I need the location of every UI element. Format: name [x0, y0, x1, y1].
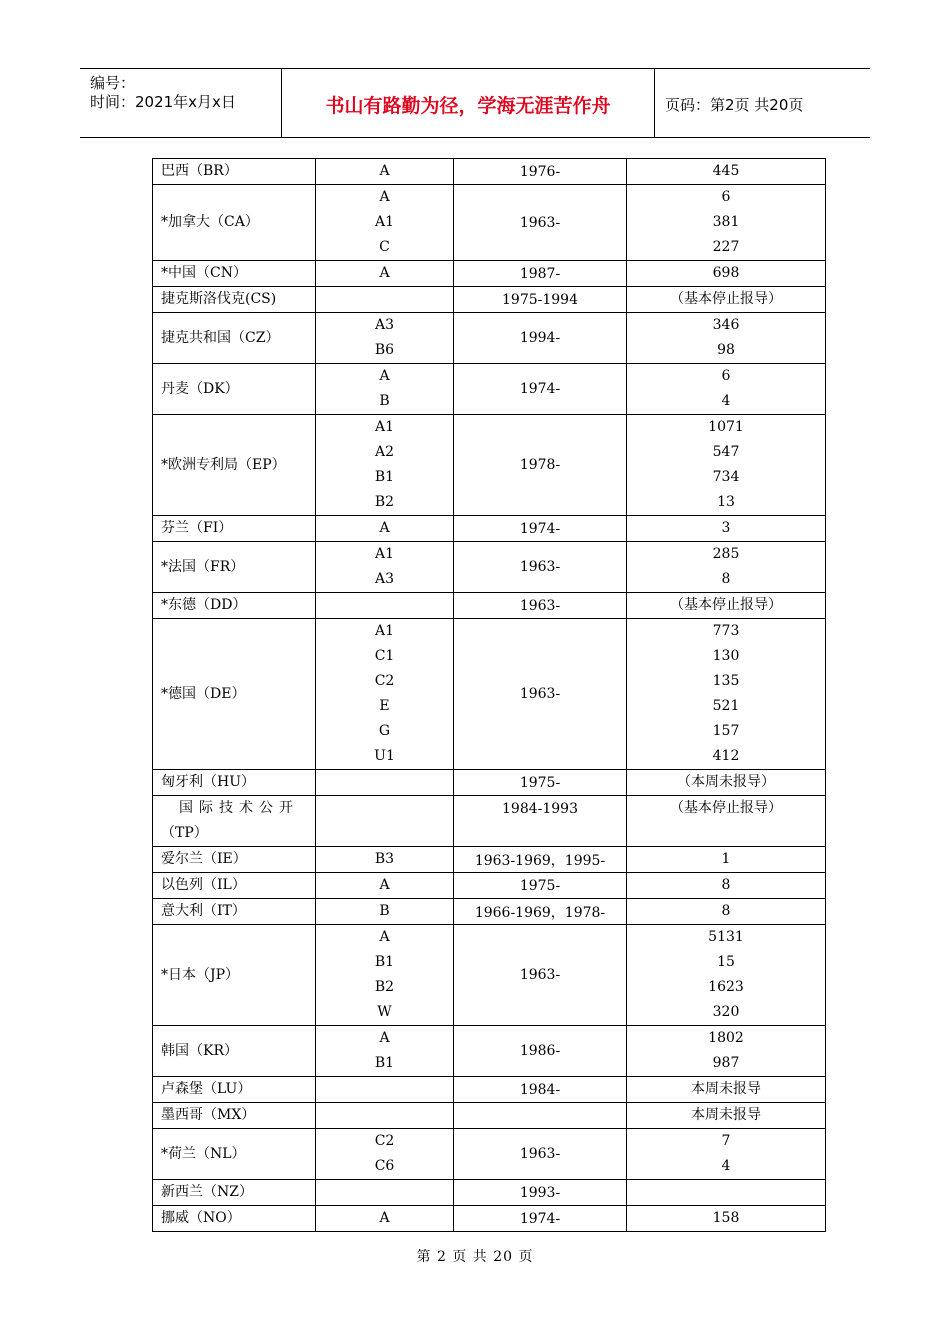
document-type-cell: [316, 1206, 454, 1232]
document-type-code: A1: [374, 419, 395, 435]
document-type-cell: [316, 516, 454, 542]
record-count: 521: [712, 698, 740, 714]
coverage-years: 1976-: [519, 163, 561, 180]
document-type-cell: [316, 593, 454, 619]
patent-country-table: [152, 158, 826, 1232]
table-row: [153, 1180, 826, 1206]
record-count-cell: [627, 796, 826, 847]
record-count: 4: [721, 393, 731, 409]
coverage-years: 1986-: [519, 1043, 561, 1059]
record-count-cell: [627, 313, 826, 364]
document-type-code: [316, 287, 453, 312]
record-count: 8: [721, 903, 731, 919]
country-cell: [153, 313, 316, 364]
record-count: 698: [712, 265, 740, 281]
record-count: 1623: [708, 979, 744, 995]
header-page-info: 页码：第2页 共20页: [665, 96, 804, 114]
record-count: 15: [717, 954, 735, 970]
country-cell: [153, 159, 316, 185]
coverage-years-cell: [454, 619, 627, 770]
table-row: [153, 415, 826, 516]
document-type-cell: [316, 1180, 454, 1206]
document-type-code: [316, 1180, 453, 1205]
document-type-code: A1: [374, 623, 395, 639]
coverage-years: 1994-: [519, 330, 561, 346]
document-type-code: U1: [374, 748, 395, 764]
document-type-code: C: [379, 239, 390, 255]
record-count-cell: [627, 873, 826, 899]
coverage-years: 1974-: [519, 520, 561, 537]
document-type-code: [316, 1077, 453, 1102]
table-row: [153, 873, 826, 899]
record-count-cell: [627, 542, 826, 593]
coverage-years: 1963-: [519, 1146, 561, 1162]
document-type-cell: [316, 847, 454, 873]
coverage-years: 1978-: [519, 457, 561, 473]
document-type-cell: [316, 364, 454, 415]
country-cell: [153, 847, 316, 873]
record-count: 987: [712, 1055, 740, 1071]
country-name: 韩国（KR）: [161, 1042, 238, 1059]
document-type-code: C2: [374, 673, 395, 689]
record-count: 547: [712, 444, 740, 460]
country-cell: [153, 542, 316, 593]
table-row: [153, 1206, 826, 1232]
record-count: 1: [721, 851, 731, 867]
country-name: 捷克斯洛伐克(CS): [161, 291, 277, 307]
coverage-years-cell: [454, 364, 627, 415]
country-code: （TP）: [161, 825, 208, 841]
country-name: *欧洲专利局（EP）: [161, 456, 286, 473]
record-count-cell: [627, 261, 826, 287]
coverage-years-cell: [454, 873, 627, 899]
country-cell: [153, 593, 316, 619]
record-count: 157: [712, 723, 740, 739]
document-type-cell: [316, 899, 454, 925]
document-type-code: A1: [374, 214, 395, 230]
document-type-cell: [316, 261, 454, 287]
country-cell: [153, 364, 316, 415]
country-name: *加拿大（CA）: [161, 214, 259, 230]
coverage-years: 1975-1994: [502, 291, 578, 308]
country-cell: [153, 1129, 316, 1180]
document-type-code: A: [379, 520, 390, 536]
header-motto-cell: [282, 69, 655, 137]
coverage-years-cell: [454, 1077, 627, 1103]
document-type-code: B: [379, 903, 390, 919]
coverage-years: 1963-: [519, 214, 561, 231]
record-count: 8: [721, 877, 731, 893]
table-row: [153, 1103, 826, 1129]
country-cell: [153, 1206, 316, 1232]
country-name: 意大利（IT）: [161, 903, 246, 919]
record-count-cell: [627, 287, 826, 313]
table-row: [153, 1129, 826, 1180]
country-cell: [153, 1026, 316, 1077]
record-count-cell: [627, 516, 826, 542]
document-type-code: W: [377, 1004, 392, 1020]
coverage-years: 1975-: [519, 774, 561, 791]
table-row: [153, 1026, 826, 1077]
country-name: 卢森堡（LU）: [161, 1081, 252, 1097]
country-cell: [153, 261, 316, 287]
record-count-cell: [627, 593, 826, 619]
table-row: [153, 1077, 826, 1103]
document-type-code: A: [379, 265, 390, 281]
record-count: 本周未报导: [691, 1081, 761, 1097]
coverage-years-cell: [454, 1206, 627, 1232]
record-count: 6: [721, 368, 731, 384]
record-count: 98: [717, 342, 735, 358]
record-count: 734: [712, 469, 740, 485]
country-name: 捷克共和国（CZ）: [161, 329, 280, 346]
coverage-years: 1974-: [519, 1210, 561, 1227]
record-count: 4: [721, 1158, 731, 1174]
country-name: 国际技术公开: [179, 800, 299, 816]
record-count-cell: [627, 1206, 826, 1232]
coverage-years: 1984-1993: [502, 801, 578, 817]
record-count: 6: [721, 189, 731, 205]
country-cell: [153, 796, 316, 847]
record-count-cell: [627, 364, 826, 415]
motto-text: 书山有路勤为径，学海无涯苦作舟: [325, 95, 611, 117]
coverage-years-cell: [454, 1026, 627, 1077]
coverage-years: 1963-1969，1995-: [474, 852, 606, 869]
coverage-years-cell: [454, 593, 627, 619]
page-footer: 第 2 页 共 20 页: [416, 1249, 534, 1265]
coverage-years: 1975-: [519, 877, 561, 894]
document-type-cell: [316, 925, 454, 1026]
country-name: 丹麦（DK）: [161, 380, 239, 397]
coverage-years: 1966-1969，1978-: [474, 904, 606, 921]
document-type-code: A: [379, 163, 390, 179]
record-count: 773: [712, 623, 740, 639]
record-count: （基本停止报导）: [670, 597, 782, 613]
document-type-code: A: [379, 189, 390, 205]
country-name: 以色列（IL）: [161, 877, 246, 893]
record-count-cell: [627, 159, 826, 185]
record-count: [627, 1180, 825, 1205]
document-type-code: B2: [374, 979, 395, 995]
coverage-years-cell: [454, 313, 627, 364]
record-count-cell: [627, 1103, 826, 1129]
document-type-code: C1: [374, 648, 395, 664]
coverage-years-cell: [454, 287, 627, 313]
document-type-cell: [316, 313, 454, 364]
document-type-cell: [316, 287, 454, 313]
record-count-cell: [627, 1180, 826, 1206]
table-row: [153, 516, 826, 542]
country-name: 墨西哥（MX）: [161, 1107, 256, 1123]
document-type-cell: [316, 1103, 454, 1129]
document-type-code: A1: [374, 546, 395, 562]
record-count: 1071: [708, 419, 744, 435]
coverage-years: 1974-: [519, 381, 561, 397]
document-type-code: [316, 1103, 453, 1128]
country-name: 新西兰（NZ）: [161, 1184, 253, 1200]
table-row: [153, 899, 826, 925]
record-count-cell: [627, 770, 826, 796]
table-row: [153, 925, 826, 1026]
record-count: （基本停止报导）: [670, 291, 782, 307]
record-count: 227: [712, 239, 740, 255]
country-name: *东德（DD）: [161, 597, 247, 613]
record-count-cell: [627, 899, 826, 925]
document-type-code: B1: [374, 1055, 395, 1071]
document-type-code: [316, 796, 453, 821]
country-cell: [153, 1077, 316, 1103]
document-type-code: [316, 770, 453, 795]
coverage-years: 1987-: [519, 265, 561, 282]
country-cell: [153, 925, 316, 1026]
record-count: [627, 821, 825, 846]
document-type-code: A3: [374, 317, 395, 333]
header-page-cell: [655, 69, 870, 137]
record-count: 381: [712, 214, 740, 230]
table-row: [153, 159, 826, 185]
document-type-code: C6: [374, 1158, 395, 1174]
table-row: [153, 796, 826, 847]
coverage-years-cell: [454, 1129, 627, 1180]
document-type-code: C2: [374, 1133, 395, 1149]
record-count: 5131: [708, 929, 744, 945]
country-name: 挪威（NO）: [161, 1210, 241, 1226]
record-count: 320: [712, 1004, 740, 1020]
table-row: [153, 847, 826, 873]
country-name: 匈牙利（HU）: [161, 774, 256, 790]
document-type-code: B1: [374, 954, 395, 970]
document-type-cell: [316, 1129, 454, 1180]
coverage-years-cell: [454, 415, 627, 516]
patent-table-body: [153, 159, 826, 1232]
document-type-code: A2: [374, 444, 395, 460]
table-row: [153, 313, 826, 364]
document-type-code: A: [379, 929, 390, 945]
coverage-years-cell: [454, 1103, 627, 1129]
document-type-code: A: [379, 877, 390, 893]
country-name: *法国（FR）: [161, 558, 245, 575]
document-type-code: B1: [374, 469, 395, 485]
coverage-years-cell: [454, 796, 627, 847]
document-number-label: 编号：: [90, 74, 136, 92]
coverage-years-cell: [454, 1180, 627, 1206]
table-row: [153, 364, 826, 415]
coverage-years: 1963-: [519, 597, 561, 614]
record-count-cell: [627, 619, 826, 770]
table-row: [153, 619, 826, 770]
record-count: 130: [712, 648, 740, 664]
coverage-years-cell: [454, 261, 627, 287]
page-header: [80, 68, 870, 138]
document-type-code: E: [379, 698, 390, 714]
record-count: 13: [717, 494, 735, 510]
coverage-years: 1984-: [519, 1081, 561, 1098]
document-type-code: B2: [374, 494, 395, 510]
record-count: （基本停止报导）: [670, 800, 782, 816]
document-type-code: B: [379, 393, 390, 409]
record-count: 7: [721, 1133, 731, 1149]
document-type-cell: [316, 1026, 454, 1077]
coverage-years-cell: [454, 159, 627, 185]
country-name: *德国（DE）: [161, 685, 246, 702]
document-type-code: [316, 821, 453, 846]
record-count: 1802: [708, 1030, 744, 1046]
document-type-cell: [316, 185, 454, 261]
document-type-cell: [316, 873, 454, 899]
table-row: [153, 261, 826, 287]
record-count-cell: [627, 925, 826, 1026]
record-count: 135: [712, 673, 740, 689]
country-name: 巴西（BR）: [161, 163, 238, 179]
document-type-code: A: [379, 1030, 390, 1046]
coverage-years: 1963-: [519, 967, 561, 983]
table-row: [153, 542, 826, 593]
coverage-years: 1993-: [519, 1184, 561, 1201]
table-row: [153, 770, 826, 796]
coverage-years-cell: [454, 925, 627, 1026]
record-count: 158: [712, 1210, 740, 1226]
document-type-cell: [316, 619, 454, 770]
header-meta-cell: [80, 69, 282, 137]
document-type-code: A: [379, 368, 390, 384]
record-count-cell: [627, 1026, 826, 1077]
coverage-years-cell: [454, 899, 627, 925]
document-time-label: 时间：2021年x月x日: [90, 93, 236, 111]
record-count-cell: [627, 1129, 826, 1180]
table-row: [153, 185, 826, 261]
record-count-cell: [627, 185, 826, 261]
record-count-cell: [627, 1077, 826, 1103]
country-name: *荷兰（NL）: [161, 1145, 246, 1162]
document-type-cell: [316, 796, 454, 847]
coverage-years-cell: [454, 847, 627, 873]
coverage-years-cell: [454, 542, 627, 593]
country-cell: [153, 287, 316, 313]
country-cell: [153, 1180, 316, 1206]
document-type-cell: [316, 770, 454, 796]
record-count: 445: [712, 163, 740, 179]
country-name: *中国（CN）: [161, 265, 247, 281]
record-count: （本周未报导）: [677, 774, 775, 790]
coverage-years-cell: [454, 770, 627, 796]
document-type-code: B6: [374, 342, 395, 358]
coverage-years-cell: [454, 185, 627, 261]
country-cell: [153, 899, 316, 925]
country-cell: [153, 770, 316, 796]
country-cell: [153, 516, 316, 542]
country-cell: [153, 1103, 316, 1129]
country-name: *日本（JP）: [161, 966, 240, 983]
table-row: [153, 287, 826, 313]
document-type-code: B3: [374, 851, 395, 867]
country-cell: [153, 619, 316, 770]
record-count-cell: [627, 415, 826, 516]
coverage-years: 1963-: [519, 686, 561, 702]
country-cell: [153, 873, 316, 899]
record-count: 285: [712, 546, 740, 562]
document-type-cell: [316, 159, 454, 185]
country-name: 芬兰（FI）: [161, 520, 233, 536]
document-type-cell: [316, 415, 454, 516]
document-type-code: A: [379, 1210, 390, 1226]
record-count-cell: [627, 847, 826, 873]
record-count: 346: [712, 317, 740, 333]
document-type-cell: [316, 1077, 454, 1103]
coverage-years-cell: [454, 516, 627, 542]
country-cell: [153, 185, 316, 261]
record-count: 412: [712, 748, 740, 764]
record-count: 8: [721, 571, 731, 587]
record-count: 3: [721, 520, 731, 536]
document-type-code: A3: [374, 571, 395, 587]
country-name: 爱尔兰（IE）: [161, 851, 247, 867]
coverage-years: 1963-: [519, 559, 561, 575]
document-type-cell: [316, 542, 454, 593]
document-type-code: G: [378, 723, 391, 739]
country-cell: [153, 415, 316, 516]
record-count: 本周未报导: [691, 1107, 761, 1123]
document-type-code: [316, 593, 453, 618]
table-row: [153, 593, 826, 619]
